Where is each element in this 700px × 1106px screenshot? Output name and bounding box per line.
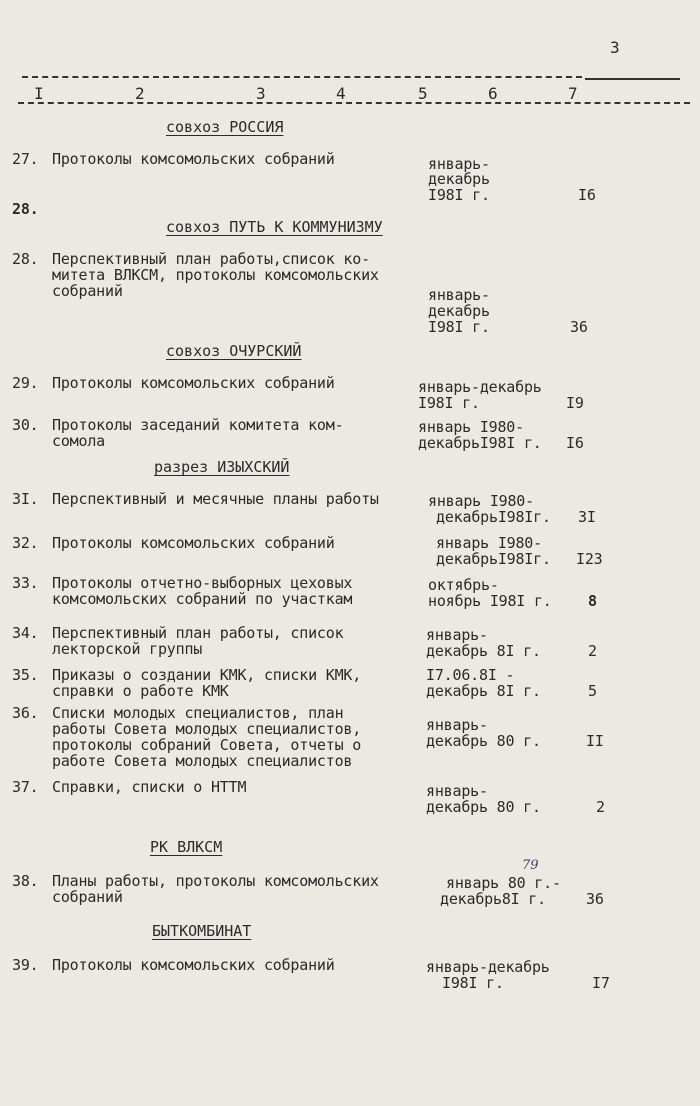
entry-count: I7 <box>592 974 610 992</box>
entry-desc: митета ВЛКСМ, протоколы комсомольских <box>52 266 379 284</box>
entry-desc: Протоколы комсомольских собраний <box>52 956 335 974</box>
entry-number: 28. <box>12 250 39 268</box>
entry-date: октябрь- <box>428 576 499 594</box>
entry-date: декабрь 8I г. <box>426 682 541 700</box>
entry-desc: Протоколы комсомольских собраний <box>52 150 335 168</box>
entry-date: декабрь <box>428 170 490 188</box>
section-heading: совхоз ПУТЬ К КОММУНИЗМУ <box>166 218 383 236</box>
section-heading: РК ВЛКСМ <box>150 838 223 856</box>
entry-desc: Перспективный и месячные планы работы <box>52 490 379 508</box>
entry-count: I23 <box>576 550 603 568</box>
column-number-1: I <box>34 84 44 103</box>
entry-date: январь-декабрь <box>418 378 542 396</box>
entry-count: 36 <box>570 318 588 336</box>
entry-desc: Протоколы отчетно-выборных цеховых <box>52 574 353 592</box>
entry-count: 3I <box>578 508 596 526</box>
entry-number: 30. <box>12 416 39 434</box>
section-heading: совхоз ОЧУРСКИЙ <box>166 342 302 360</box>
entry-number: 39. <box>12 956 39 974</box>
entry-count: 8 <box>588 592 597 610</box>
entry-date: I98I г. <box>428 318 490 336</box>
entry-desc: справки о работе КМК <box>52 682 229 700</box>
entry-date: декабрьI98Iг. <box>436 508 551 526</box>
entry-date: январь 80 г.- <box>446 874 561 892</box>
section-heading: БЫТКОМБИНАТ <box>152 922 252 940</box>
column-number-4: 4 <box>336 84 346 103</box>
entry-desc: Протоколы комсомольских собраний <box>52 374 335 392</box>
entry-date: I98I г. <box>442 974 504 992</box>
entry-date: декабрьI98I г. <box>418 434 542 452</box>
entry-desc: комсомольских собраний по участкам <box>52 590 353 608</box>
column-number-5: 5 <box>418 84 428 103</box>
entry-desc: Списки молодых специалистов, план <box>52 704 344 722</box>
entry-desc: Приказы о создании КМК, списки КМК, <box>52 666 362 684</box>
entry-number: 3I. <box>12 490 39 508</box>
entry-count: I9 <box>566 394 584 412</box>
entry-desc: собраний <box>52 282 123 300</box>
entry-date: январь I980- <box>418 418 524 436</box>
entry-desc: протоколы собраний Совета, отчеты о <box>52 736 362 754</box>
entry-date: январь- <box>428 286 490 304</box>
section-heading: разрез ИЗЫХСКИЙ <box>154 458 290 476</box>
entry-number: 32. <box>12 534 39 552</box>
entry-number: 29. <box>12 374 39 392</box>
entry-count: 2 <box>596 798 605 816</box>
column-number-3: 3 <box>256 84 266 103</box>
entry-number: 33. <box>12 574 39 592</box>
entry-date: декабрь 80 г. <box>426 732 541 750</box>
entry-desc: работы Совета молодых специалистов, <box>52 720 362 738</box>
entry-number: 27. <box>12 150 39 168</box>
entry-count: II <box>586 732 604 750</box>
section-heading: совхоз РОССИЯ <box>166 118 284 136</box>
entry-date: январь- <box>426 782 488 800</box>
entry-desc: работе Совета молодых специалистов <box>52 752 353 770</box>
entry-date: январь I980- <box>428 492 534 510</box>
entry-desc: Протоколы комсомольских собраний <box>52 534 335 552</box>
column-number-6: 6 <box>488 84 498 103</box>
entry-date: I98I г. <box>428 186 490 204</box>
entry-desc: Перспективный план работы,список ко- <box>52 250 370 268</box>
stray-mark: 28. <box>12 200 39 218</box>
entry-count: 36 <box>586 890 604 908</box>
entry-date: декабрь <box>428 302 490 320</box>
entry-date: декабрь 8I г. <box>426 642 541 660</box>
entry-desc: сомола <box>52 432 105 450</box>
header-rule-top-solid <box>585 78 680 80</box>
entry-date: декабрьI98Iг. <box>436 550 551 568</box>
entry-date: I7.06.8I - <box>426 666 515 684</box>
entry-desc: лекторской группы <box>52 640 203 658</box>
entry-date: декабрь8I г. <box>440 890 546 908</box>
entry-date: I98I г. <box>418 394 480 412</box>
entry-desc: Протоколы заседаний комитета ком- <box>52 416 344 434</box>
entry-date: январь- <box>426 626 488 644</box>
handwritten-correction: 79 <box>522 858 539 873</box>
header-rule-bottom <box>18 102 690 104</box>
entry-count: 2 <box>588 642 597 660</box>
entry-number: 36. <box>12 704 39 722</box>
entry-count: I6 <box>566 434 584 452</box>
entry-date: январь I980- <box>436 534 542 552</box>
entry-count: 5 <box>588 682 597 700</box>
entry-date: январь- <box>428 155 490 173</box>
column-number-7: 7 <box>568 84 578 103</box>
entry-desc: собраний <box>52 888 123 906</box>
entry-number: 37. <box>12 778 39 796</box>
entry-desc: Планы работы, протоколы комсомольских <box>52 872 379 890</box>
entry-date: декабрь 80 г. <box>426 798 541 816</box>
entry-desc: Перспективный план работы, список <box>52 624 344 642</box>
entry-date: январь- <box>426 716 488 734</box>
entry-date: январь-декабрь <box>426 958 550 976</box>
entry-number: 35. <box>12 666 39 684</box>
column-number-2: 2 <box>135 84 145 103</box>
entry-desc: Справки, списки о НТТМ <box>52 778 247 796</box>
page-number: 3 <box>610 38 620 57</box>
header-rule-top <box>22 76 582 78</box>
entry-count: I6 <box>578 186 596 204</box>
entry-number: 38. <box>12 872 39 890</box>
entry-date: ноябрь I98I г. <box>428 592 552 610</box>
entry-number: 34. <box>12 624 39 642</box>
